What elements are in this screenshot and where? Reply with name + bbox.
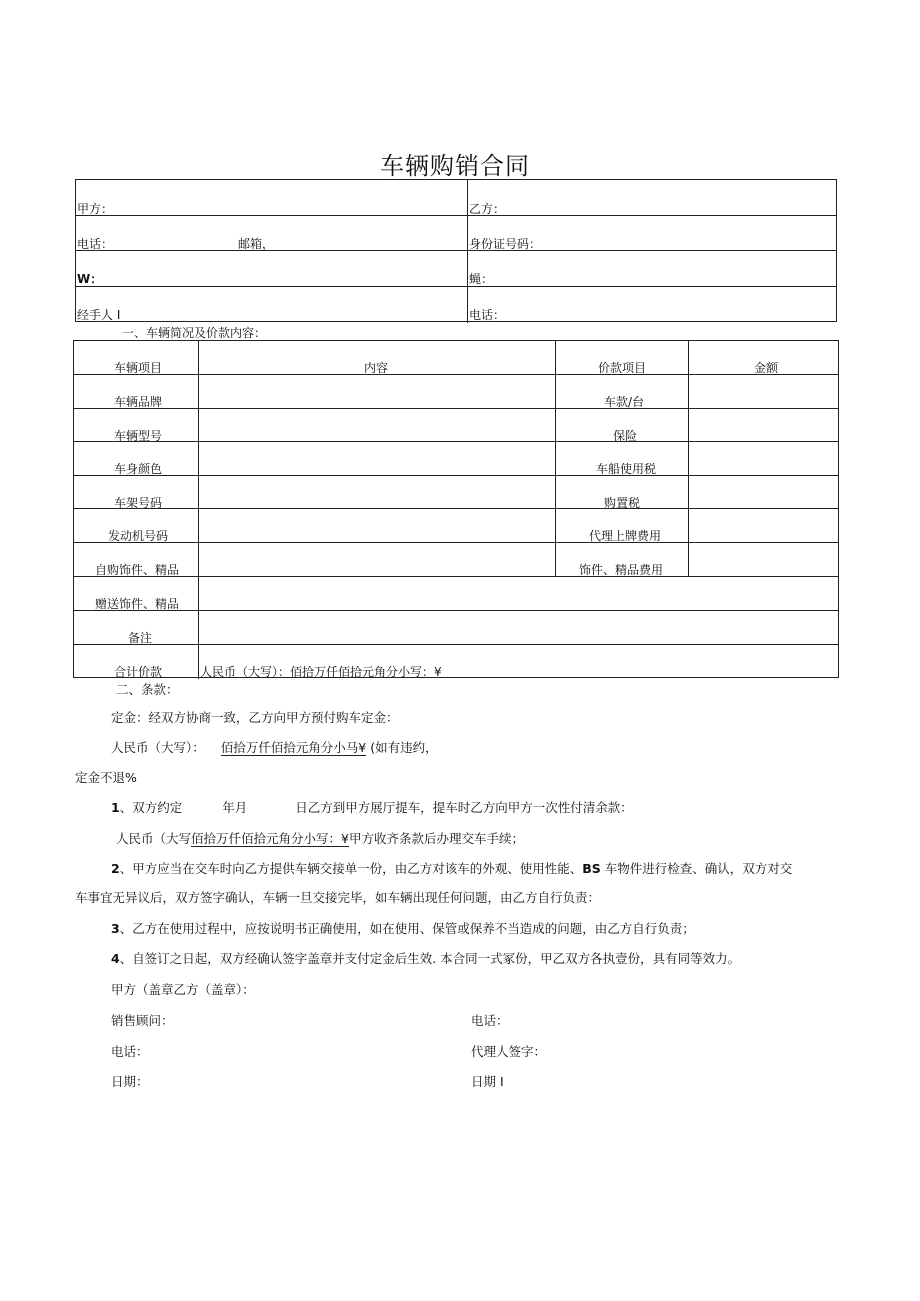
row-price-item-label: 保险 xyxy=(613,429,638,443)
header-content: 内容 xyxy=(364,361,389,375)
total-value: 人民币（大写）：佰拾万仟佰拾元角分小写：¥ xyxy=(200,665,442,679)
section-2-heading: 二、条款： xyxy=(116,682,179,697)
clause-1-part-a: 、双方约定 xyxy=(119,800,183,815)
header-amount: 金额 xyxy=(754,361,779,375)
row-item-label: 车架号码 xyxy=(114,496,163,510)
table-row xyxy=(74,374,838,409)
party-row xyxy=(76,215,836,251)
party-row xyxy=(76,180,836,215)
row-item-label: 车辆品牌 xyxy=(114,395,163,409)
table-row xyxy=(74,408,838,442)
sales-consultant-label: 销售顾问： xyxy=(111,1013,174,1028)
table-row xyxy=(74,508,838,543)
clause-1-part-c: 日乙方到甲方展厅提车，提车时乙方向甲方一次性付清余款： xyxy=(295,800,633,815)
row-item-label: 发动机号码 xyxy=(108,529,169,543)
party-b-phone-label: 电话： xyxy=(469,308,506,322)
section-1-heading: 一、车辆简况及价款内容： xyxy=(122,326,267,340)
clause-1-number: 1 xyxy=(111,800,120,815)
note-label: 备注 xyxy=(128,631,153,645)
row-price-item-label: 饰件、精品费用 xyxy=(579,563,664,577)
table-row xyxy=(74,576,838,611)
party-a-phone-label: 电话： xyxy=(77,237,114,251)
row-price-item-label: 代理上牌费用 xyxy=(589,529,662,543)
clause-2-part-a: 、甲方应当在交车时向乙方提供车辆交接单一份，由乙方对该车的外观、使用性能、 xyxy=(119,861,583,876)
party-a-address-label: W： xyxy=(77,272,103,286)
clause-4-number: 4 xyxy=(111,951,120,966)
clause-1-rmb-label: 人民币（大写 xyxy=(116,831,192,846)
deposit-rmb-label: 人民币（大写）： xyxy=(111,740,205,755)
deposit-amount-line xyxy=(111,738,438,756)
party-row xyxy=(76,250,836,286)
clause-3-number: 3 xyxy=(111,921,120,936)
party-b-address-label: 蝇： xyxy=(469,272,494,286)
row-price-item-label: 购置税 xyxy=(604,496,641,510)
row-price-item-label: 车船使用税 xyxy=(596,462,657,476)
clause-2-number: 2 xyxy=(111,861,120,876)
row-price-item-label: 车款/台 xyxy=(604,395,645,409)
party-b-date-label: 日期 I xyxy=(471,1074,504,1089)
clause-3 xyxy=(111,919,695,937)
deposit-clause: 定金：经双方协商一致，乙方向甲方预付购车定金： xyxy=(111,710,399,725)
clause-1-amount-line xyxy=(116,829,524,847)
header-price-item: 价款项目 xyxy=(598,361,647,375)
row-item-label: 自购饰件、精品 xyxy=(95,563,180,577)
clause-4-text: 、自签订之日起，双方经确认签字盖章并支付定金后生效. 本合同一式冢份，甲乙双方各执壹份，具有同等效力。 xyxy=(119,951,741,966)
row-item-label: 车身颜色 xyxy=(114,462,163,476)
contract-title: 车辆购销合同 xyxy=(380,152,530,180)
clause-2-part-b: 车物件进行检查、确认，双方对交 xyxy=(600,861,793,876)
clause-1 xyxy=(111,798,633,816)
table-row xyxy=(74,610,838,645)
clause-4 xyxy=(111,949,740,967)
gift-label: 赠送饰件、精品 xyxy=(95,597,180,611)
deposit-rmb-tail: (如有违约， xyxy=(370,740,438,755)
total-label: 合计价款 xyxy=(114,665,163,679)
clause-1-rmb-value: 佰拾万仟佰拾元角分小写：¥ xyxy=(191,831,349,846)
clause-1-part-b: 年月 xyxy=(222,800,248,815)
clause-3-text: 、乙方在使用过程中，应按说明书正确使用，如在使用、保管或保养不当造成的问题，由乙方自行负责； xyxy=(119,921,695,936)
table-header-row xyxy=(74,341,838,374)
party-b-id-label: 身份证号码： xyxy=(469,237,542,251)
clause-2-line-2: 车事宜无异议后，双方签字确认，车辆一旦交接完毕，如车辆出现任何问题，由乙方自行负责： xyxy=(75,890,601,905)
header-item: 车辆项目 xyxy=(114,361,163,375)
table-row xyxy=(74,441,838,476)
clause-2 xyxy=(111,859,792,877)
party-a-email-label: 邮箱， xyxy=(238,237,275,251)
clause-1-rmb-tail: 甲方收齐条款后办理交车手续； xyxy=(348,831,524,846)
table-row xyxy=(74,542,838,577)
table-row xyxy=(74,644,838,679)
party-info-table xyxy=(75,179,837,322)
deposit-no-refund: 定金不退% xyxy=(75,770,137,785)
party-b-label: 乙方： xyxy=(469,202,506,216)
party-a-date-label: 日期： xyxy=(111,1074,149,1089)
clause-2-bs: BS xyxy=(582,861,601,876)
party-b-sign-phone-label: 电话： xyxy=(471,1013,509,1028)
table-row xyxy=(74,475,838,509)
party-a-label: 甲方： xyxy=(77,202,114,216)
party-row xyxy=(76,286,836,323)
row-item-label: 车辆型号 xyxy=(114,429,163,443)
party-a-agent-label: 经手人 I xyxy=(77,308,121,322)
party-a-sign-phone-label: 电话： xyxy=(111,1044,149,1059)
deposit-rmb-value: 佰拾万仟佰拾元角分小马¥ xyxy=(220,740,367,755)
agent-signature-label: 代理人签字： xyxy=(471,1044,547,1059)
signature-header: 甲方（盖章乙方（盖章）： xyxy=(111,982,255,997)
vehicle-price-table xyxy=(73,340,839,678)
